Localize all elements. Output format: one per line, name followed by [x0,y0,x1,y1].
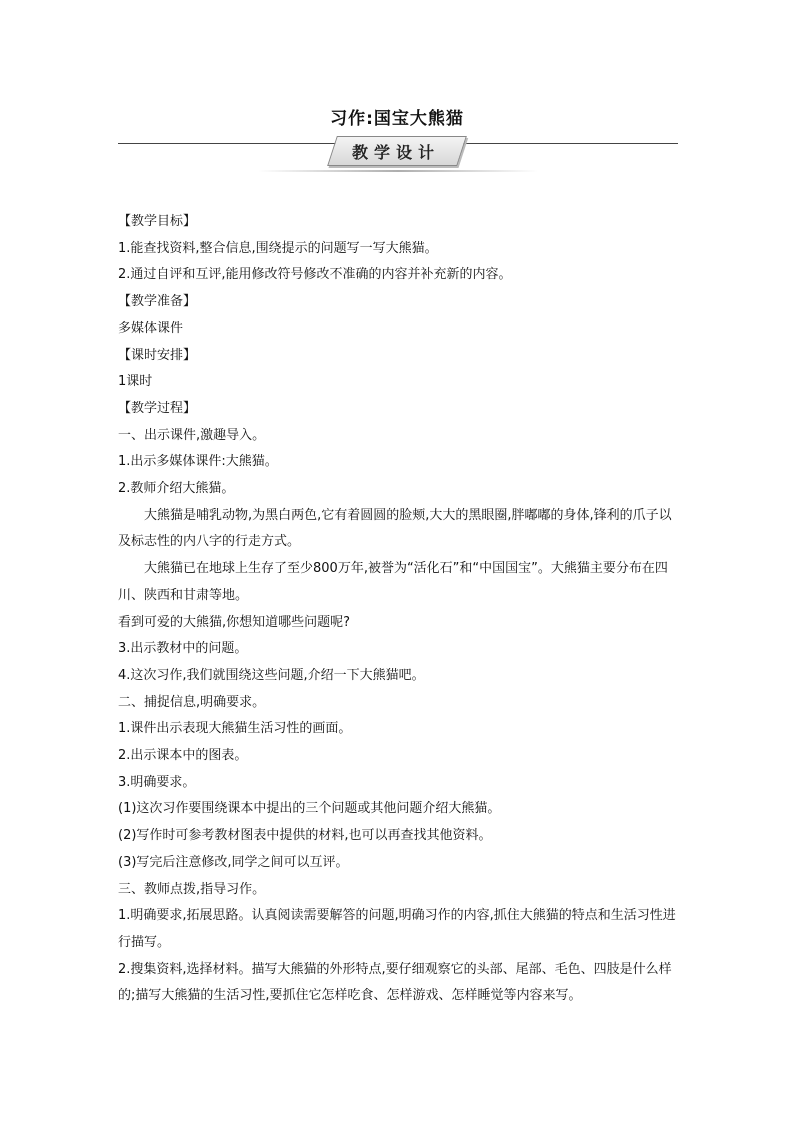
paragraph: 2.教师介绍大熊猫。 [118,481,235,497]
paragraph: 【教学目标】 [118,214,197,229]
paragraph: 大熊猫已在地球上生存了至少800万年,被誉为“活化石”和“中国国宝”。大熊猫主要分布在四川、陕西和甘肃等地。 [118,561,668,603]
paragraph: 3.出示教材中的问题。 [118,641,248,657]
paragraph: 2.出示课本中的图表。 [118,748,248,764]
paragraph: 3.明确要求。 [118,774,196,790]
banner-shadow [258,170,538,172]
document-body [118,209,678,1010]
paragraph: 4.这次习作,我们就围绕这些问题,介绍一下大熊猫吧。 [118,667,425,683]
paragraph: 一、出示课件,激趣导入。 [118,427,266,443]
paragraph: 2.搜集资料,选择材料。描写大熊猫的外形特点,要仔细观察它的头部、尾部、毛色、四肢是什么样的;描写大熊猫的生活习性,要抓住它怎样吃食、怎样游戏、怎样睡觉等内容来写。 [118,961,672,1004]
paragraph: 【教学准备】 [118,294,197,310]
paragraph: (1)这次习作要围绕课本中提出的三个问题或其他问题介绍大熊猫。 [118,801,501,817]
paragraph: 1.明确要求,拓展思路。认真阅读需要解答的问题,明确习作的内容,抓住大熊猫的特点和生活习性进行描写。 [118,908,676,950]
paragraph: 【教学过程】 [118,400,197,416]
paragraph: 【课时安排】 [118,347,197,363]
paragraph: 二、捕捉信息,明确要求。 [118,694,266,710]
paragraph: 三、教师点拨,指导习作。 [118,881,266,897]
paragraph: 大熊猫是哺乳动物,为黑白两色,它有着圆圆的脸颊,大大的黑眼圈,胖嘟嘟的身体,锋利的爪子以及标志性的内八字的行走方式。 [118,507,672,550]
paragraph: 1.能查找资料,整合信息,围绕提示的问题写一写大熊猫。 [118,240,438,256]
paragraph: 1.课件出示表现大熊猫生活习性的画面。 [118,721,352,737]
paragraph: (3)写完后注意修改,同学之间可以互评。 [118,854,349,870]
section-banner [118,134,678,178]
paragraph: 1.出示多媒体课件:大熊猫。 [118,454,278,470]
paragraph: 1课时 [118,374,153,390]
paragraph: 看到可爱的大熊猫,你想知道哪些问题呢? [118,614,351,630]
paragraph: 多媒体课件 [118,320,184,336]
page-title: 习作:国宝大熊猫 [330,109,464,129]
paragraph: (2)写作时可参考教材图表中提供的材料,也可以再查找其他资料。 [118,828,492,844]
paragraph: 2.通过自评和互评,能用修改符号修改不准确的内容并补充新的内容。 [118,267,512,283]
banner-label: 教学设计 [351,143,440,162]
